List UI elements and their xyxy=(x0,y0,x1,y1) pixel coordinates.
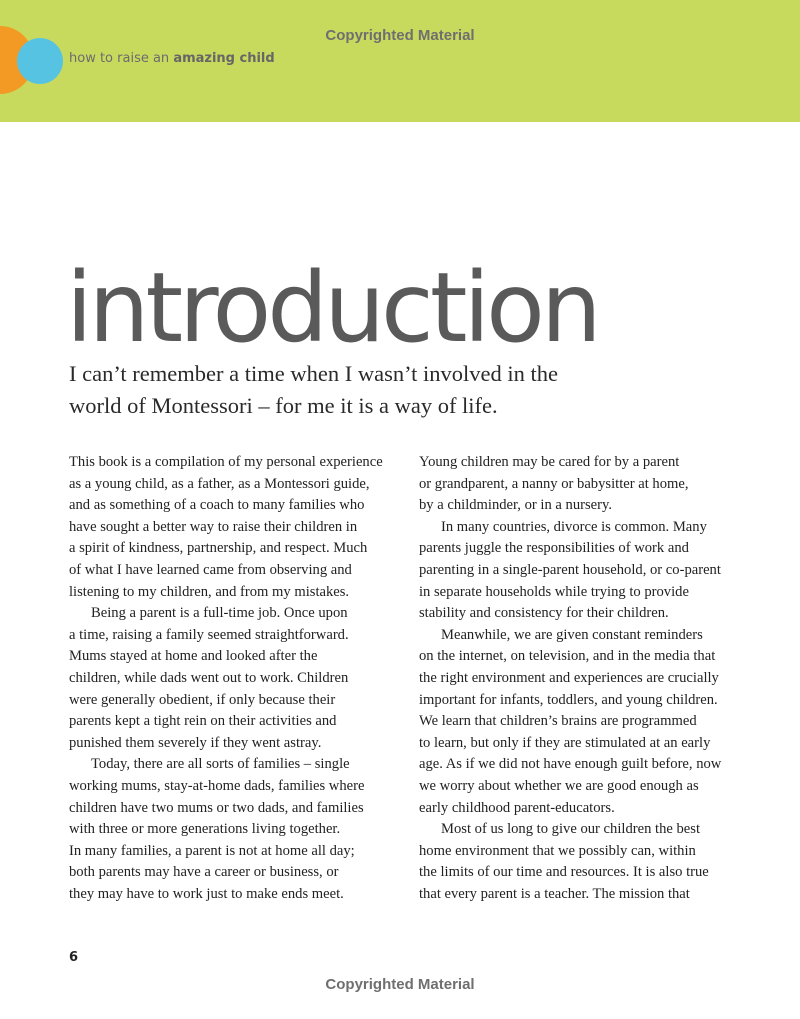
text-line: In many families, a parent is not at home all day; xyxy=(69,842,355,859)
text-line: Young children may be cared for by a parent xyxy=(419,454,680,470)
text-line: and as something of a coach to many families who xyxy=(69,497,365,514)
text-line: the limits of our time and resources. It is also true xyxy=(419,864,709,881)
text-line: important for infants, toddlers, and young children. xyxy=(419,691,718,708)
text-line: stability and consistency for their children. xyxy=(419,605,669,622)
text-line: by a childminder, or in a nursery. xyxy=(419,497,612,514)
text-line: age. As if we did not have enough guilt before, now xyxy=(419,756,722,773)
text-line: to learn, but only if they are stimulated at an early xyxy=(419,734,711,751)
text-line: in separate households while trying to provide xyxy=(419,583,689,600)
header-band xyxy=(0,0,800,122)
lead-line: world of Montessori – for me it is a way of life. xyxy=(69,393,498,418)
text-line: Most of us long to give our children the best xyxy=(441,821,701,838)
text-line: Being a parent is a full-time job. Once upon xyxy=(91,605,348,622)
watermark-top: Copyrighted Material xyxy=(325,27,475,44)
text-line: working mums, stay-at-home dads, families where xyxy=(69,777,365,794)
text-line: or grandparent, a nanny or babysitter at home, xyxy=(419,475,689,492)
text-line: In many countries, divorce is common. Many xyxy=(441,518,707,535)
text-line: Mums stayed at home and looked after the xyxy=(69,648,318,665)
text-line: parenting in a single-parent household, or co-parent xyxy=(419,561,721,578)
lead-line: I can’t remember a time when I wasn’t involved in the xyxy=(69,361,559,386)
text-line: both parents may have a career or business, or xyxy=(69,864,339,881)
watermark-bottom: Copyrighted Material xyxy=(325,976,475,993)
text-line: This book is a compilation of my personal experience xyxy=(69,454,383,470)
text-line: punished them severely if they went astray. xyxy=(69,734,322,751)
text-line: a spirit of kindness, partnership, and respect. Much xyxy=(69,540,368,557)
chapter-title: introduction xyxy=(66,252,598,364)
text-line: early childhood parent-educators. xyxy=(419,799,615,816)
text-line: of what I have learned came from observing and xyxy=(69,561,352,578)
text-line: they may have to work just to make ends meet. xyxy=(69,885,344,902)
lead-paragraph xyxy=(69,358,629,422)
running-head xyxy=(69,51,275,66)
text-line: children have two mums or two dads, and families xyxy=(69,799,364,816)
body-column-right xyxy=(419,452,759,905)
text-line: home environment that we possibly can, within xyxy=(419,842,696,859)
text-line: were generally obedient, if only because their xyxy=(69,691,336,708)
text-line: that every parent is a teacher. The mission that xyxy=(419,885,690,902)
text-line: on the internet, on television, and in the media that xyxy=(419,648,716,665)
body-column-left xyxy=(69,452,409,905)
running-head-prefix: how to raise an xyxy=(69,51,174,66)
text-line: We learn that children’s brains are programmed xyxy=(419,713,697,730)
text-line: children, while dads went out to work. Children xyxy=(69,669,349,686)
blue-circle-decoration xyxy=(17,38,63,84)
text-line: the right environment and experiences are crucially xyxy=(419,669,719,686)
text-line: with three or more generations living together. xyxy=(69,821,341,838)
text-line: we worry about whether we are good enough as xyxy=(419,777,699,794)
running-head-bold: amazing child xyxy=(173,51,275,66)
text-line: a time, raising a family seemed straightforward. xyxy=(69,626,349,643)
page-number: 6 xyxy=(69,950,79,965)
text-line: parents juggle the responsibilities of work and xyxy=(419,540,689,557)
text-line: Today, there are all sorts of families – single xyxy=(91,756,350,773)
text-line: listening to my children, and from my mistakes. xyxy=(69,583,350,600)
text-line: parents kept a tight rein on their activities and xyxy=(69,713,337,730)
text-line: as a young child, as a father, as a Montessori guide, xyxy=(69,475,370,492)
text-line: have sought a better way to raise their children in xyxy=(69,518,358,535)
text-line: Meanwhile, we are given constant reminders xyxy=(441,626,703,643)
